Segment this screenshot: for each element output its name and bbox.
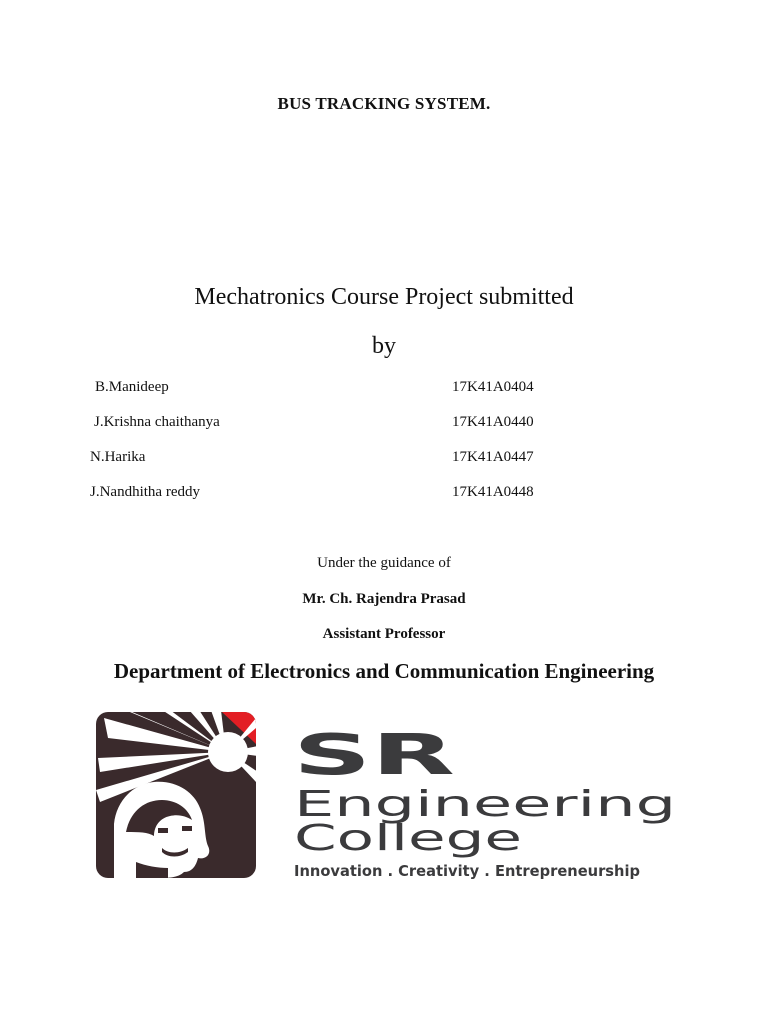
logo-sr: SR [293,723,455,788]
student-roll: 17K41A0440 [452,414,534,430]
guidance-intro: Under the guidance of [317,555,451,571]
by-line: by [372,333,396,359]
submission-line: Mechatronics Course Project submitted [194,284,574,310]
student-name: B.Manideep [95,379,169,395]
college-emblem-icon [96,712,258,878]
logo-engineering: Engineering [294,784,676,825]
department-name: Department of Electronics and Communication Engineering [113,659,655,683]
student-roll: 17K41A0447 [452,449,534,465]
guide-title: Assistant Professor [322,626,446,642]
logo-tagline: Innovation . Creativity . Entrepreneurship [294,862,641,880]
student-name: J.Nandhitha reddy [90,484,200,500]
student-name: N.Harika [90,449,146,465]
student-roll: 17K41A0448 [452,484,534,500]
student-roll: 17K41A0404 [452,379,534,395]
college-logo [96,712,686,882]
student-name: J.Krishna chaithanya [94,414,220,430]
project-title: BUS TRACKING SYSTEM. [277,94,491,113]
guide-name: Mr. Ch. Rajendra Prasad [302,591,466,607]
logo-college: College [294,818,522,859]
